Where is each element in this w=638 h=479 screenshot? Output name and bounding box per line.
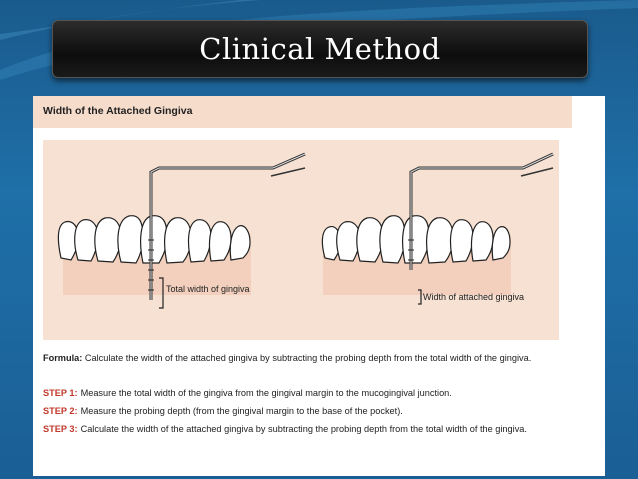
slide-title: Clinical Method xyxy=(199,32,441,66)
gingiva-figure xyxy=(43,140,559,340)
label-total-width: Total width of gingiva xyxy=(166,284,250,294)
label-attached-width: Width of attached gingiva xyxy=(423,292,525,302)
formula-label: Formula: xyxy=(43,353,83,363)
step-1-text: Measure the total width of the gingiva from the gingival margin to the mucogingival junction. xyxy=(80,388,452,398)
step-2-text: Measure the probing depth (from the gingival margin to the base of the pocket). xyxy=(80,406,403,416)
figure-area xyxy=(43,140,559,340)
formula-body: Calculate the width of the attached gingiva by subtracting the probing depth from the total width of the gingiva. xyxy=(84,353,532,363)
content-panel xyxy=(33,96,605,476)
step-3 xyxy=(43,423,568,435)
right-diagram xyxy=(322,154,553,304)
step-2 xyxy=(43,405,568,417)
panel-header xyxy=(33,96,572,128)
formula-text xyxy=(43,352,568,364)
teeth-left xyxy=(58,216,250,263)
step-3-text: Calculate the width of the attached gingiva by subtracting the probing depth from the total width of the gingiva. xyxy=(80,424,527,434)
step-2-label: STEP 2: xyxy=(43,406,78,416)
step-1-label: STEP 1: xyxy=(43,388,78,398)
left-diagram xyxy=(58,154,305,308)
step-1 xyxy=(43,387,568,399)
title-bar xyxy=(52,20,588,78)
panel-header-title: Width of the Attached Gingiva xyxy=(43,105,193,117)
teeth-right xyxy=(322,216,510,263)
step-3-label: STEP 3: xyxy=(43,424,78,434)
